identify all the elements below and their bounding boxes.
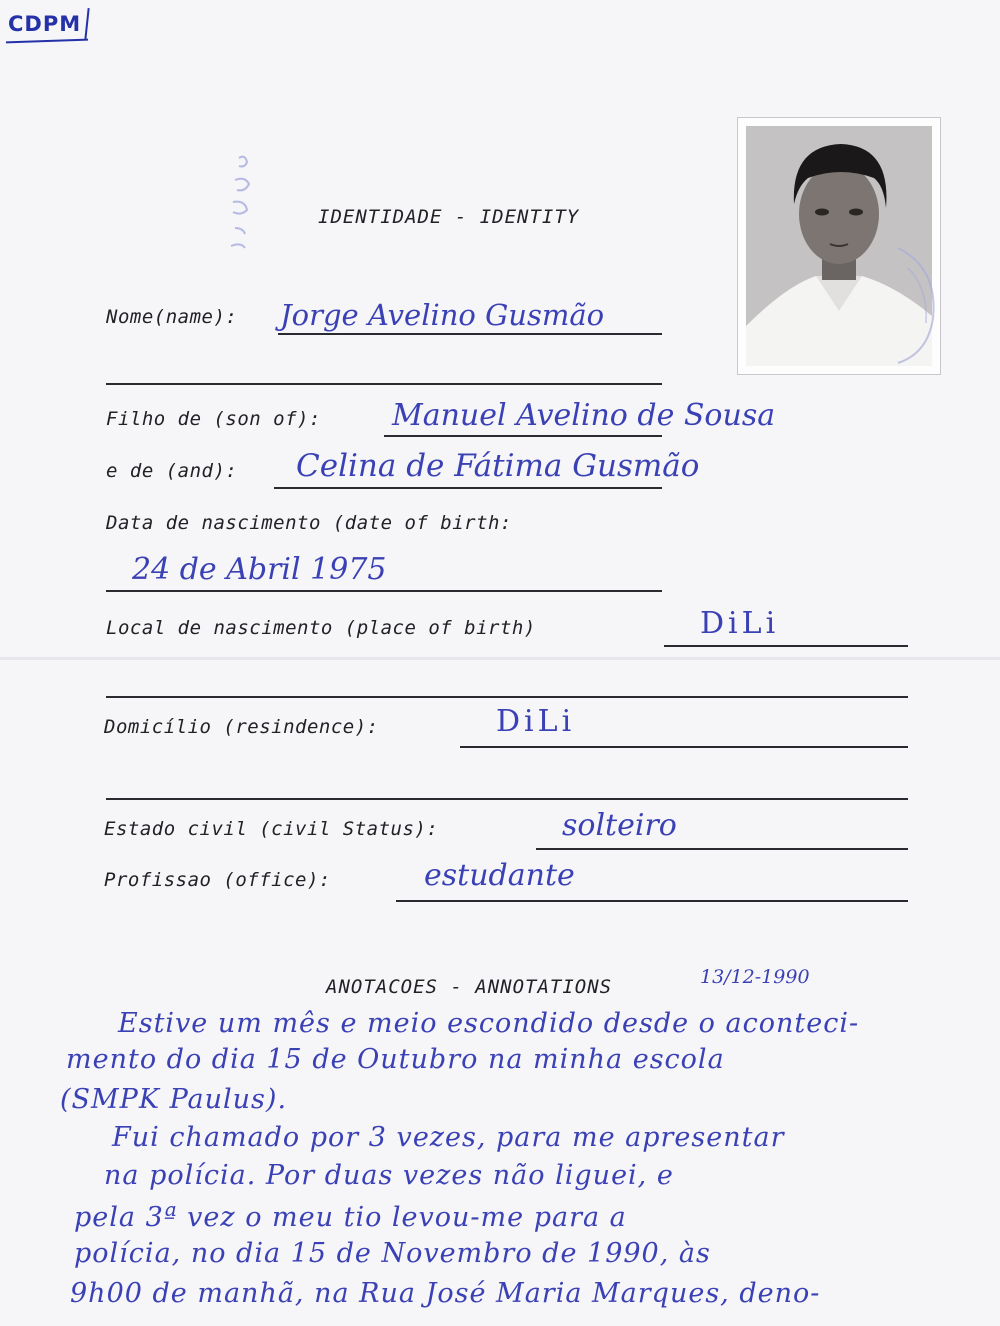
name-line [278,333,662,335]
name-label: Nome(name): [106,306,238,328]
office-value: estudante [424,858,575,893]
annotation-line-3: (SMPK Paulus). [60,1084,288,1115]
pob-value: DiLi [700,606,780,641]
ink-smudge [225,150,265,260]
annotation-line-2: mento do dia 15 de Outubro na minha escola [66,1044,725,1075]
annotations-date: 13/12-1990 [700,966,810,988]
annotation-line-6: pela 3ª vez o meu tio levou-me para a [74,1202,627,1233]
paper-fold [0,657,1000,660]
residence-line-2 [106,798,908,800]
annotation-line-8: 9h00 de manhã, na Rua José Maria Marques, deno- [70,1278,821,1309]
office-label: Profissao (office): [104,869,331,891]
father-label: Filho de (son of): [106,408,321,430]
stamp-text: CDPM [8,12,82,36]
photo-seal-icon [888,238,940,368]
annotation-line-4: Fui chamado por 3 vezes, para me apresentar [112,1122,785,1153]
name-value: Jorge Avelino Gusmão [280,298,605,332]
dob-line [106,590,662,592]
annotation-line-7: polícia, no dia 15 de Novembro de 1990, às [74,1238,711,1269]
civil-status-line [536,848,908,850]
annotation-line-1: Estive um mês e meio escondido desde o aconteci- [118,1008,860,1039]
name-line-2 [106,383,662,385]
id-photo [738,118,940,374]
mother-label: e de (and): [106,460,238,482]
annotations-heading: ANOTACOES - ANNOTATIONS [326,976,613,998]
pob-line [664,645,908,647]
residence-line [460,746,908,748]
cdpm-stamp [0,0,100,48]
mother-line [274,487,662,489]
pob-line-2 [106,696,908,698]
dob-value: 24 de Abril 1975 [132,552,387,587]
pob-label: Local de nascimento (place of birth) [106,617,536,639]
annotation-line-5: na polícia. Por duas vezes não liguei, e [104,1160,674,1191]
residence-value: DiLi [496,704,576,739]
dob-label: Data de nascimento (date of birth: [106,512,512,534]
civil-status-value: solteiro [562,808,677,843]
page-title: IDENTIDADE - IDENTITY [318,206,580,228]
residence-label: Domicílio (resindence): [104,716,379,738]
father-line [384,435,662,437]
mother-value: Celina de Fátima Gusmão [296,448,700,484]
father-value: Manuel Avelino de Sousa [392,398,776,433]
office-line [396,900,908,902]
civil-status-label: Estado civil (civil Status): [104,818,439,840]
